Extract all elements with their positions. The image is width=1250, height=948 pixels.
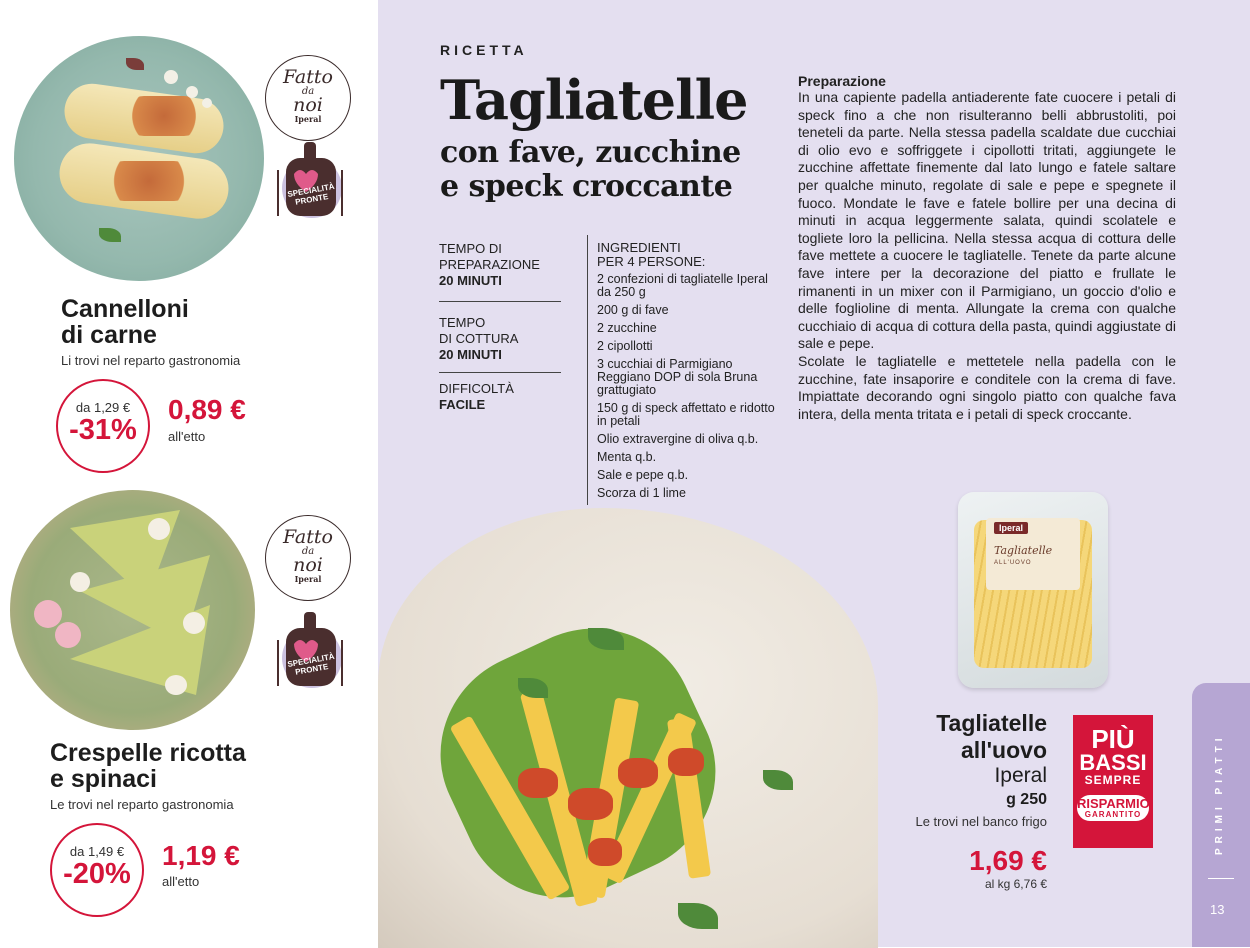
fatto-da-noi-badge	[265, 515, 351, 601]
package-logo: Iperal	[994, 522, 1028, 534]
product2-price: 1,19 €	[162, 840, 240, 871]
speck-petal	[518, 768, 558, 798]
product1-title-line: di carne	[61, 321, 157, 349]
package-sub: ALL'UOVO	[994, 560, 1032, 566]
speck-petal	[618, 758, 658, 788]
ingredient-item: 150 g di speck affettato e ridotto in petali	[597, 401, 775, 428]
ingredients-list	[597, 241, 775, 500]
ingredient-item: Olio extravergine di oliva q.b.	[597, 432, 759, 446]
board-text: SPECIALITÀ PRONTE	[286, 651, 336, 677]
mint-leaf	[763, 770, 793, 790]
specialita-pronte-icon	[272, 140, 342, 220]
recipe-subtitle-line: e speck croccante	[440, 169, 733, 204]
preparation-section	[798, 73, 1176, 423]
cook-time-label: DI COTTURA	[439, 331, 519, 346]
product-subtitle: Le trovi nel banco frigo	[915, 814, 1047, 829]
specialita-pronte-icon	[272, 610, 342, 690]
fatto-da-noi-badge	[265, 55, 351, 141]
preparation-text: Scolate le tagliatelle e mettetele nella padella con le zucchine, fate insaporire e conditele con la crema di fave. Impiattate decorando ogni singolo piatto con qualche fava intera, della menta tritata e i petali di speck croccante.	[798, 352, 1176, 422]
product1-title	[61, 296, 189, 348]
promo-text: BASSI	[1079, 750, 1147, 775]
ingredients-heading: INGREDIENTI	[597, 240, 681, 255]
ingredient-item: Sale e pepe q.b.	[597, 468, 689, 482]
column-divider	[587, 235, 588, 505]
cook-time-value: 20 MINUTI	[439, 347, 502, 362]
divider	[439, 372, 561, 373]
sauce-topping	[124, 96, 204, 136]
ricotta-dollop	[165, 675, 187, 695]
flower	[55, 622, 81, 648]
product2-subtitle: Le trovi nel reparto gastronomia	[50, 797, 234, 812]
ricotta-dollop	[183, 612, 205, 634]
product2-old-price: da 1,49 €	[69, 844, 125, 859]
section-tab-label: PRIMI PIATTI	[1214, 733, 1225, 855]
ingredient-item: 200 g di fave	[597, 303, 669, 317]
crespelle-photo	[10, 490, 255, 730]
piu-bassi-sempre-badge	[1073, 715, 1153, 848]
page-number: 13	[1210, 902, 1225, 917]
badge-text: noi	[293, 554, 323, 576]
recipe-meta	[439, 241, 561, 412]
cannelloni-photo	[14, 36, 264, 281]
recipe-kicker: RICETTA	[440, 42, 528, 58]
product1-discount: -31%	[69, 414, 137, 446]
product2-title-line: Crespelle ricotta	[50, 739, 246, 767]
product1-title-line: Cannelloni	[61, 295, 189, 323]
section-tab	[1192, 683, 1250, 947]
package-name: Tagliatelle	[994, 544, 1053, 557]
prep-time-label: PREPARAZIONE	[439, 257, 540, 272]
badge-text: da	[301, 86, 315, 97]
recipe-subtitle	[440, 136, 741, 204]
product2-title	[50, 740, 246, 792]
product1-discount-badge	[56, 379, 150, 473]
badge-brand: Iperal	[294, 114, 322, 124]
sauce-topping	[104, 161, 194, 201]
difficulty-value: FACILE	[439, 397, 486, 412]
tagliatelle-package-photo	[958, 492, 1108, 688]
product-name: all'uovo	[961, 737, 1047, 763]
speck-petal	[568, 788, 613, 820]
cream-dot	[186, 86, 198, 98]
product-name: Tagliatelle	[936, 710, 1047, 736]
left-column	[0, 0, 378, 947]
cook-time-label: TEMPO	[439, 315, 486, 330]
product-brand: Iperal	[994, 764, 1047, 787]
product2-title-line: e spinaci	[50, 765, 157, 793]
ingredient-item: 3 cucchiai di Parmigiano Reggiano DOP di sola Bruna grattugiato	[597, 357, 758, 397]
prep-time-value: 20 MINUTI	[439, 273, 502, 288]
herb-leaf	[99, 228, 121, 242]
product2-discount-badge	[50, 823, 144, 917]
difficulty-label: DIFFICOLTÀ	[439, 381, 514, 396]
product-weight: g 250	[1006, 791, 1047, 808]
product-price: 1,69 €	[969, 845, 1047, 876]
mint-leaf	[678, 903, 718, 929]
badge-text: noi	[293, 94, 323, 116]
speck-petal	[668, 748, 704, 776]
ingredient-item: 2 cipollotti	[597, 339, 653, 353]
product-price-per-kg: al kg 6,76 €	[984, 877, 1047, 891]
product1-unit: all'etto	[168, 429, 206, 444]
promo-text: SEMPRE	[1084, 773, 1142, 787]
product2-unit: all'etto	[162, 874, 200, 889]
ingredient-item: 2 zucchine	[597, 321, 657, 335]
ingredient-item: Scorza di 1 lime	[597, 486, 686, 500]
product1-subtitle: Li trovi nel reparto gastronomia	[61, 353, 241, 368]
board-text: SPECIALITÀ PRONTE	[286, 181, 336, 207]
badge-text: Fatto	[283, 526, 333, 548]
product1-old-price: da 1,29 €	[75, 400, 131, 415]
prep-time-label: TEMPO DI	[439, 241, 502, 256]
recipe-title: Tagliatelle	[440, 68, 748, 132]
product-info	[880, 710, 1047, 891]
promo-text: PIÙ	[1091, 724, 1135, 754]
ingredient-item: 2 confezioni di tagliatelle Iperal da 250 g	[597, 272, 768, 299]
promo-badge-text: GARANTITO	[1084, 810, 1142, 819]
flower	[34, 600, 62, 628]
promo-badge-text: RISPARMIO	[1077, 796, 1150, 811]
ingredients-heading: PER 4 PERSONE:	[597, 254, 706, 269]
product1-price: 0,89 €	[168, 394, 246, 425]
risparmio-garantito-badge	[1077, 795, 1149, 821]
herb-leaf	[126, 58, 144, 70]
divider	[439, 301, 561, 302]
ricotta-dollop	[70, 572, 90, 592]
badge-text: Fatto	[283, 66, 333, 88]
recipe-subtitle-line: con fave, zucchine	[440, 135, 741, 170]
preparation-text: In una capiente padella antiaderente fate cuocere i petali di speck fino a che non risulteranno belli abbrustoliti, poi teneteli da parte. Nella stessa padella scaldate due cucchiai di olio evo e soffriggete i cipollotti tritati, aggiungete le zucchine affettate finemente dal lato lungo e fatele saltare per qualche minuto, regolate di sale e pepe e spegnete il fuoco. Mondate le fave e fatele bollire per una decina di minuti in acqua leggermente salata, quindi scolatele e togliete loro la pellicina. Nella stessa acqua di cottura delle fave mettete a cuocere le tagliatelle. Tenete da parte alcune fave intere per la decorazione del piatto e frullate le rimanenti in un mixer con il Parmigiano, un goccio d'olio e delle foglioline di menta. Allungate la crema con qualche cucchiaio di acqua di cottura della pasta, quindi aggiustate di sale e pepe.	[798, 89, 1176, 352]
tagliatelle-dish-photo	[378, 508, 878, 948]
speck-petal	[588, 838, 622, 866]
badge-text: da	[301, 546, 315, 557]
tab-divider	[1208, 878, 1234, 879]
ingredient-item: Menta q.b.	[597, 450, 657, 464]
package-label	[986, 518, 1080, 590]
cream-dot	[164, 70, 178, 84]
badge-brand: Iperal	[294, 574, 322, 584]
product2-discount: -20%	[63, 858, 131, 890]
cream-dot	[202, 98, 212, 108]
preparation-title: Preparazione	[798, 73, 886, 89]
ricotta-dollop	[148, 518, 170, 540]
